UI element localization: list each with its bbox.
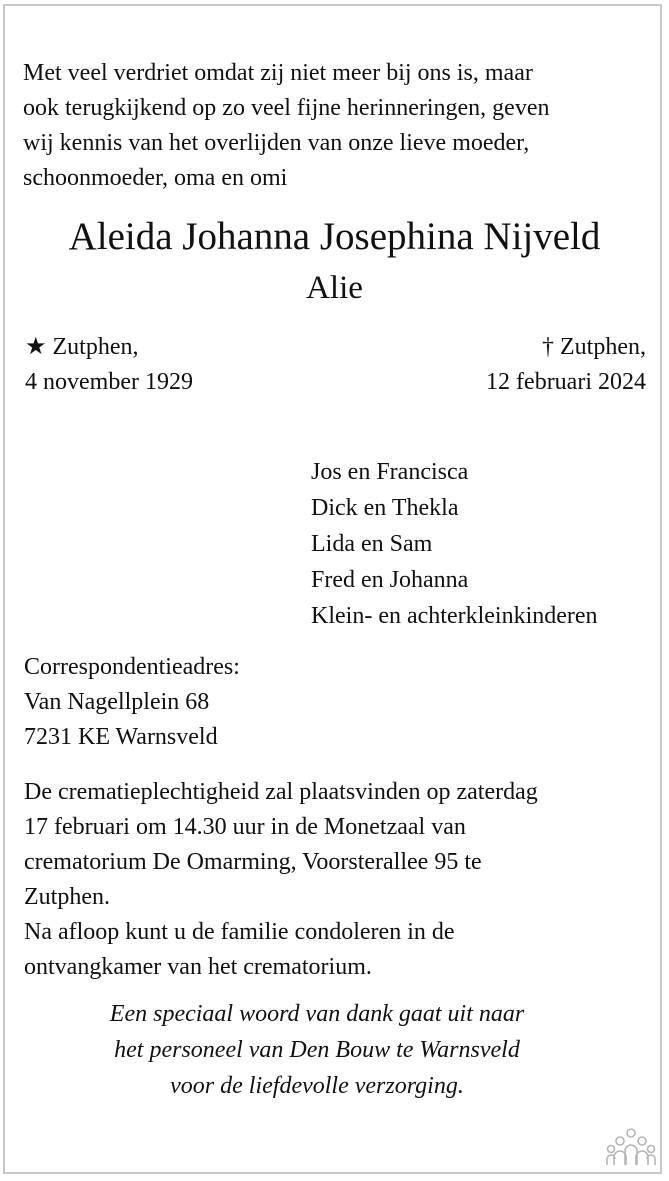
thanks-line: Een speciaal woord van dank gaat uit naar	[109, 1001, 525, 1027]
address-label: Correspondentieadres:	[24, 654, 240, 680]
address-street: Van Nagellplein 68	[24, 689, 210, 715]
birth-date: 4 november 1929	[25, 369, 193, 395]
ceremony-line: Na afloop kunt u de familie condoleren in de	[24, 919, 455, 945]
ceremony-line: crematorium De Omarming, Voorsterallee 95 te	[24, 849, 482, 875]
address-city: 7231 KE Warnsveld	[24, 724, 218, 750]
intro-line: Met veel verdriet omdat zij niet meer bij ons is, maar	[23, 60, 533, 86]
death-date: 12 februari 2024	[486, 369, 646, 395]
intro-line: ook terugkijkend op zo veel fijne herinneringen, geven	[23, 95, 550, 121]
ceremony-line: De crematieplechtigheid zal plaatsvinden op zaterdag	[24, 779, 538, 805]
intro-line: wij kennis van het overlijden van onze lieve moeder,	[23, 130, 530, 156]
deceased-full-name: Aleida Johanna Josephina Nijveld	[68, 215, 601, 258]
death-info	[486, 330, 646, 400]
ceremony-line: 17 februari om 14.30 uur in de Monetzaal van	[24, 814, 466, 840]
ceremony-line: Zutphen.	[24, 884, 110, 910]
thanks-text	[0, 996, 634, 1104]
intro-text	[23, 56, 550, 196]
death-place: † Zutphen,	[542, 334, 646, 360]
family-member: Dick en Thekla	[311, 495, 459, 521]
family-member: Klein- en achterkleinkinderen	[311, 603, 598, 629]
family-people-icon	[606, 1127, 656, 1167]
thanks-line: voor de liefdevolle verzorging.	[170, 1073, 464, 1099]
family-member: Lida en Sam	[311, 531, 433, 557]
birth-info	[25, 330, 193, 400]
family-list	[311, 454, 598, 634]
thanks-line: het personeel van Den Bouw te Warnsveld	[114, 1037, 520, 1063]
ceremony-text	[24, 775, 538, 985]
family-member: Fred en Johanna	[311, 567, 469, 593]
intro-line: schoonmoeder, oma en omi	[23, 165, 288, 191]
ceremony-line: ontvangkamer van het crematorium.	[24, 954, 372, 980]
family-member: Jos en Francisca	[311, 459, 469, 485]
birth-place: ★ Zutphen,	[25, 334, 139, 360]
deceased-nickname: Alie	[306, 270, 363, 306]
correspondence-address	[24, 650, 240, 755]
